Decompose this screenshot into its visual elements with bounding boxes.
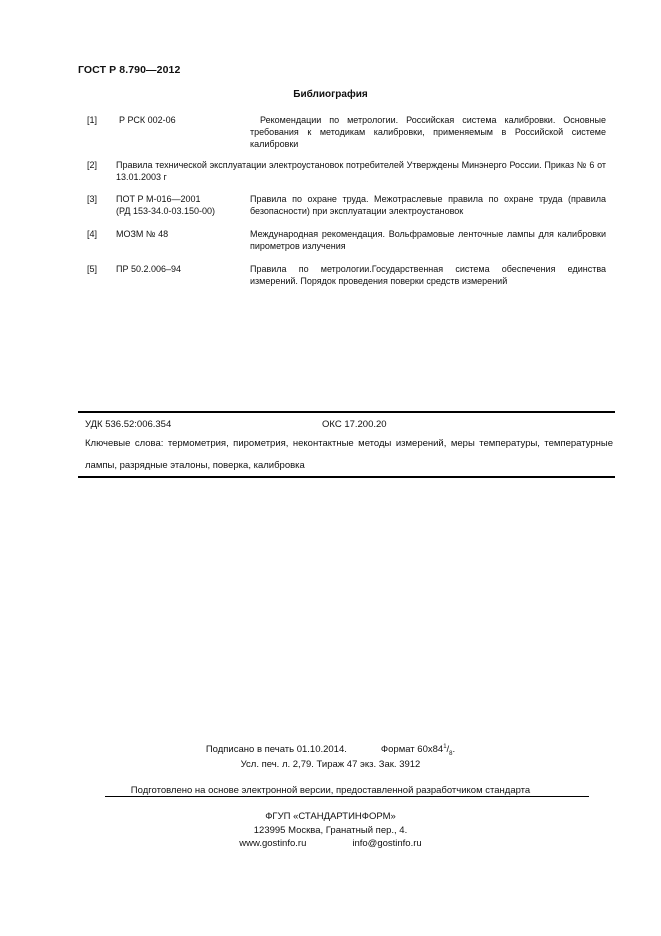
bib-entry-1-code: Р РСК 002-06 [119,115,176,125]
bib-entry-2-text: Правила технической эксплуатации электроустановок потребителей Утверждены Минэнерго России. Приказ № 6 от 13.01.2003 г [116,160,606,182]
paper-format: Формат $60x84^1/_8$. [380,744,456,758]
print-info: Усл. печ. л. 2,79. Тираж 47 экз. Зак. 3912 [240,759,421,770]
bib-entry-5-text: Правила по метрологии.Государственная система обеспечения единства измерений. Порядок проведения поверки средств измерений [250,264,606,286]
top-divider [78,411,615,413]
signed-date: Подписано в печать 01.10.2014. [205,744,347,756]
publisher-name: ФГУП «СТАНДАРТИНФОРМ» [265,811,396,822]
standard-number: ГОСТ Р 8.790—2012 [78,64,181,76]
bib-entry-1-number: [1] [87,115,98,125]
publisher-address: 123995 Москва, Гранатный пер., 4. [253,825,408,836]
bib-entry-4-code: МОЗМ № 48 [116,229,169,239]
bib-entry-4-text: Международная рекомендация. Вольфрамовые ленточные лампы для калибровки пирометров излучения [250,229,606,251]
bottom-divider [78,476,615,478]
bib-entry-1-text: Рекомендации по метрологии. Российская система калибровки. Основные требования к методикам калибровки, применяемым в Российской системе калибровки [250,115,606,149]
bib-entry-2-number: [2] [87,160,98,170]
bib-entry-4-number: [4] [87,229,98,239]
bib-entry-3-code: ПОТ Р М-016—2001 [116,194,201,204]
bib-entry-3-code-alt: (РД 153-34.0-03.150-00) [116,206,216,216]
bib-entry-3-number: [3] [87,194,98,204]
contact-line [0,838,661,849]
website-link[interactable]: www.gostinfo.ru [239,838,307,849]
bibliography-title: Библиография [293,89,368,100]
prepared-note: Подготовлено на основе электронной версии, предоставленной разработчиком стандарта [130,785,531,796]
signing-line [0,744,661,757]
email-link[interactable]: info@gostinfo.ru [352,838,422,849]
udk-code: УДК 536.52:006.354 [85,419,172,430]
bib-entry-3-text: Правила по охране труда. Межотраслевые правила по охране труда (правила безопасности) при эксплуатации электроустановок [250,194,606,216]
oks-code: ОКС 17.200.20 [322,419,387,430]
bib-entry-5-number: [5] [87,264,98,274]
bib-entry-5-code: ПР 50.2.006–94 [116,264,182,274]
keywords: Ключевые слова: термометрия, пирометрия, неконтактные методы измерений, меры температуры, температурные лампы, разрядные эталоны, поверка, калибровка [85,438,613,471]
